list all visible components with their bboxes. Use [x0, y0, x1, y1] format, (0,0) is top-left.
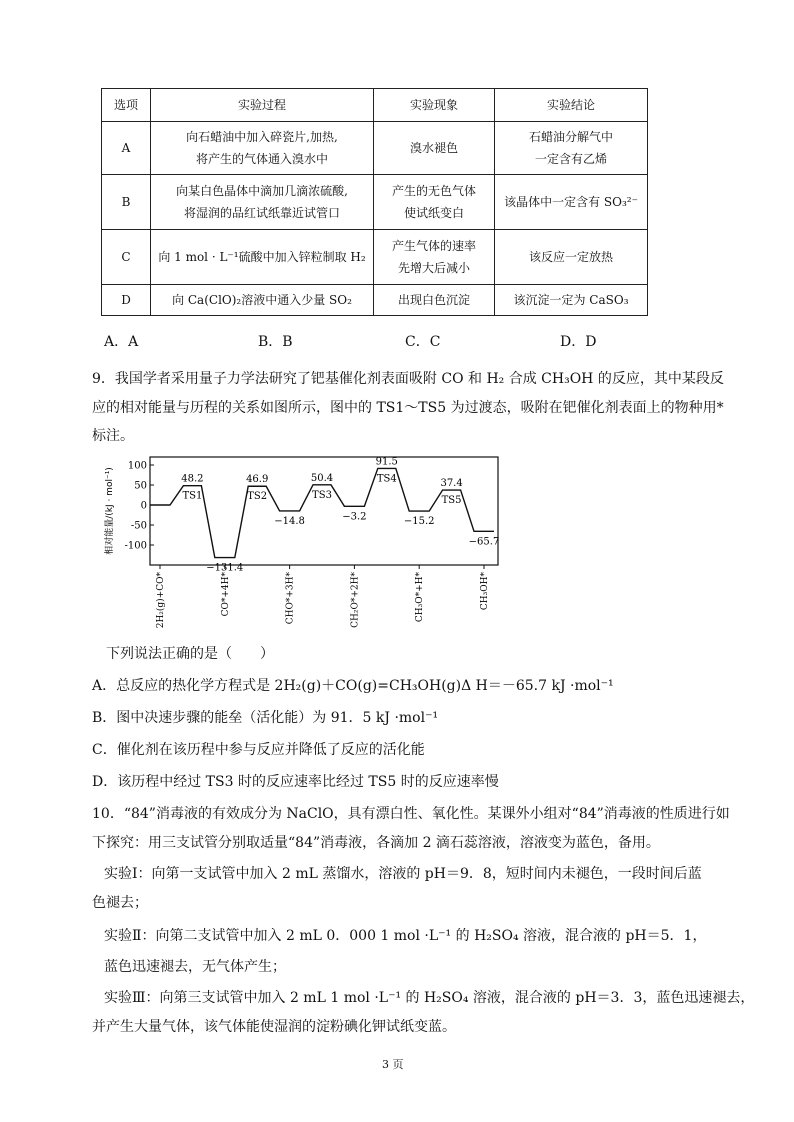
x-category-label: CH₂O*+2H* [350, 572, 361, 628]
cell-line: 先增大后减小 [397, 261, 470, 275]
cell-line: 向 1 mol · L⁻¹硫酸中加入锌粒制取 H₂ [158, 250, 366, 264]
ts-name-label: TS3 [312, 489, 332, 501]
q10-stem-line: 10．“84”消毒液的有效成分为 NaClO，具有漂白性、氧化性。某课外小组对“84”消毒液的性质进行如 [92, 806, 730, 822]
table-header: 实验结论 [495, 89, 648, 122]
ts-value-label: 91.5 [375, 456, 398, 468]
q10-exp3-line: 实验Ⅲ：向第三支试管中加入 2 mL 1 mol ·L⁻¹ 的 H₂SO₄ 溶液，混合液的 pH＝3．3，蓝色迅速褪去， [104, 990, 755, 1006]
cell-line: 产生的无色气体 [391, 184, 476, 198]
table-header-row [102, 89, 648, 122]
y-tick-label: 0 [140, 500, 147, 512]
table-cell [374, 175, 495, 230]
energy-profile-chart [100, 455, 510, 640]
q10-stem-line: 下探究：用三支试管分别取适量“84”消毒液，各滴加 2 滴石蕊溶液，溶液变为蓝色，备用。 [92, 835, 660, 851]
cell-line: 产生气体的速率 [391, 239, 476, 253]
ts-name-label: TS4 [376, 473, 397, 485]
table-header: 实验过程 [151, 89, 374, 122]
cell-line: 该晶体中一定含有 SO₃²⁻ [504, 195, 638, 209]
ts-name-label: TS2 [247, 491, 268, 503]
x-category-label: CHO*+3H* [285, 572, 296, 625]
ts-value-label: 37.4 [440, 478, 463, 490]
table-header: 选项 [102, 89, 151, 122]
x-category-label: CO*+4H* [220, 572, 231, 617]
cell-line: 使试纸变白 [403, 206, 464, 220]
cell-line: 向 Ca(ClO)₂溶液中通入少量 SO₂ [172, 293, 352, 307]
cell-line: 该反应一定放热 [528, 250, 613, 264]
x-category-label: CH₃OH* [480, 572, 490, 611]
q9-stem-line: 标注。 [92, 428, 134, 444]
cell-line: 石蜡油分解气中 [528, 130, 613, 144]
x-category-label: 2H₂(g)+CO* [156, 572, 166, 629]
q10-exp3-line: 并产生大量气体，该气体能使湿润的淀粉碘化钾试纸变蓝。 [92, 1019, 456, 1035]
state-value-label: −131.4 [206, 562, 244, 574]
table-header: 实验现象 [374, 89, 495, 122]
ts-value-label: 46.9 [246, 474, 269, 486]
cell-line: 一定含有乙烯 [534, 152, 607, 166]
q10-exp1-line: 实验Ⅰ：向第一支试管中加入 2 mL 蒸馏水，溶液的 pH＝9．8，短时间内未褪色，一段时间后蓝 [104, 866, 702, 882]
table-cell [495, 175, 648, 230]
cell-line: 向某白色晶体中滴加几滴浓硫酸, [176, 184, 348, 198]
q9-option-d[interactable]: D．该历程中经过 TS3 时的反应速率比经过 TS5 时的反应速率慢 [92, 774, 499, 790]
cell-line: 出现白色沉淀 [397, 293, 470, 307]
table-cell [495, 285, 648, 316]
q10-exp1-line: 色褪去； [92, 895, 148, 911]
y-tick-label: 50 [134, 480, 147, 492]
cell-line: 向石蜡油中加入碎瓷片,加热, [186, 130, 338, 144]
table-cell [374, 285, 495, 316]
table-row [102, 175, 648, 230]
table-cell: B [102, 175, 151, 230]
option-b[interactable]: B．B [258, 334, 293, 350]
state-value-label: −3.2 [342, 511, 367, 523]
table-cell [151, 285, 374, 316]
table-row [102, 122, 648, 175]
table-cell: C [102, 230, 151, 285]
state-value-label: −65.7 [468, 536, 500, 548]
cell-line: 将湿润的品红试纸靠近试管口 [183, 206, 340, 220]
table-cell [151, 230, 374, 285]
y-tick-label: -50 [130, 520, 147, 532]
ts-name-label: TS5 [441, 495, 462, 507]
table-cell [495, 230, 648, 285]
table-row [102, 285, 648, 316]
ts-name-label: TS1 [182, 490, 203, 502]
ts-value-label: 50.4 [310, 472, 334, 484]
q10-exp2-line: 实验Ⅱ：向第二支试管中加入 2 mL 0．000 1 mol ·L⁻¹ 的 H₂SO₄ 溶液，混合液的 pH＝5．1， [104, 928, 707, 944]
table-cell [374, 122, 495, 175]
q9-prompt: 下列说法正确的是（ ） [106, 646, 274, 662]
y-tick-label: 100 [127, 460, 147, 472]
cell-line: 溴水褪色 [409, 141, 458, 155]
table-cell: A [102, 122, 151, 175]
y-axis-title: 相对能量/(kJ · mol⁻¹) [105, 467, 115, 555]
cell-line: 该沉淀一定为 CaSO₃ [513, 293, 629, 307]
y-tick-label: -100 [124, 540, 147, 552]
q9-option-c[interactable]: C．催化剂在该历程中参与反应并降低了反应的活化能 [92, 742, 425, 758]
experiment-table [101, 88, 648, 316]
q9-stem-line: 9．我国学者采用量子力学法研究了钯基催化剂表面吸附 CO 和 H₂ 合成 CH₃OH 的反应，其中某段反 [92, 371, 724, 387]
state-value-label: −14.8 [274, 515, 305, 527]
q10-exp2-line: 蓝色迅速褪去，无气体产生； [104, 959, 286, 975]
page-number: 3 页 [382, 1058, 404, 1071]
option-a[interactable]: A．A [104, 334, 139, 350]
q9-option-a[interactable]: A．总反应的热化学方程式是 2H₂(g)＋CO(g)=CH₃OH(g)Δ H＝－65.7 kJ ·mol⁻¹ [92, 678, 614, 694]
table-cell [495, 122, 648, 175]
q9-stem-line: 应的相对能量与历程的关系如图所示，图中的 TS1～TS5 为过渡态，吸附在钯催化剂表面上的物种用* [92, 400, 724, 416]
table-cell [151, 122, 374, 175]
q9-option-b[interactable]: B．图中决速步骤的能垒（活化能）为 91．5 kJ ·mol⁻¹ [92, 710, 439, 726]
option-d[interactable]: D．D [560, 334, 597, 350]
table-cell [374, 230, 495, 285]
cell-line: 将产生的气体通入溴水中 [195, 152, 328, 166]
x-category-label: CH₃O*+H* [415, 572, 426, 623]
option-c[interactable]: C．C [405, 334, 441, 350]
table-row [102, 230, 648, 285]
table-cell: D [102, 285, 151, 316]
ts-value-label: 48.2 [181, 473, 204, 485]
table-cell [151, 175, 374, 230]
state-value-label: −15.2 [403, 516, 435, 528]
